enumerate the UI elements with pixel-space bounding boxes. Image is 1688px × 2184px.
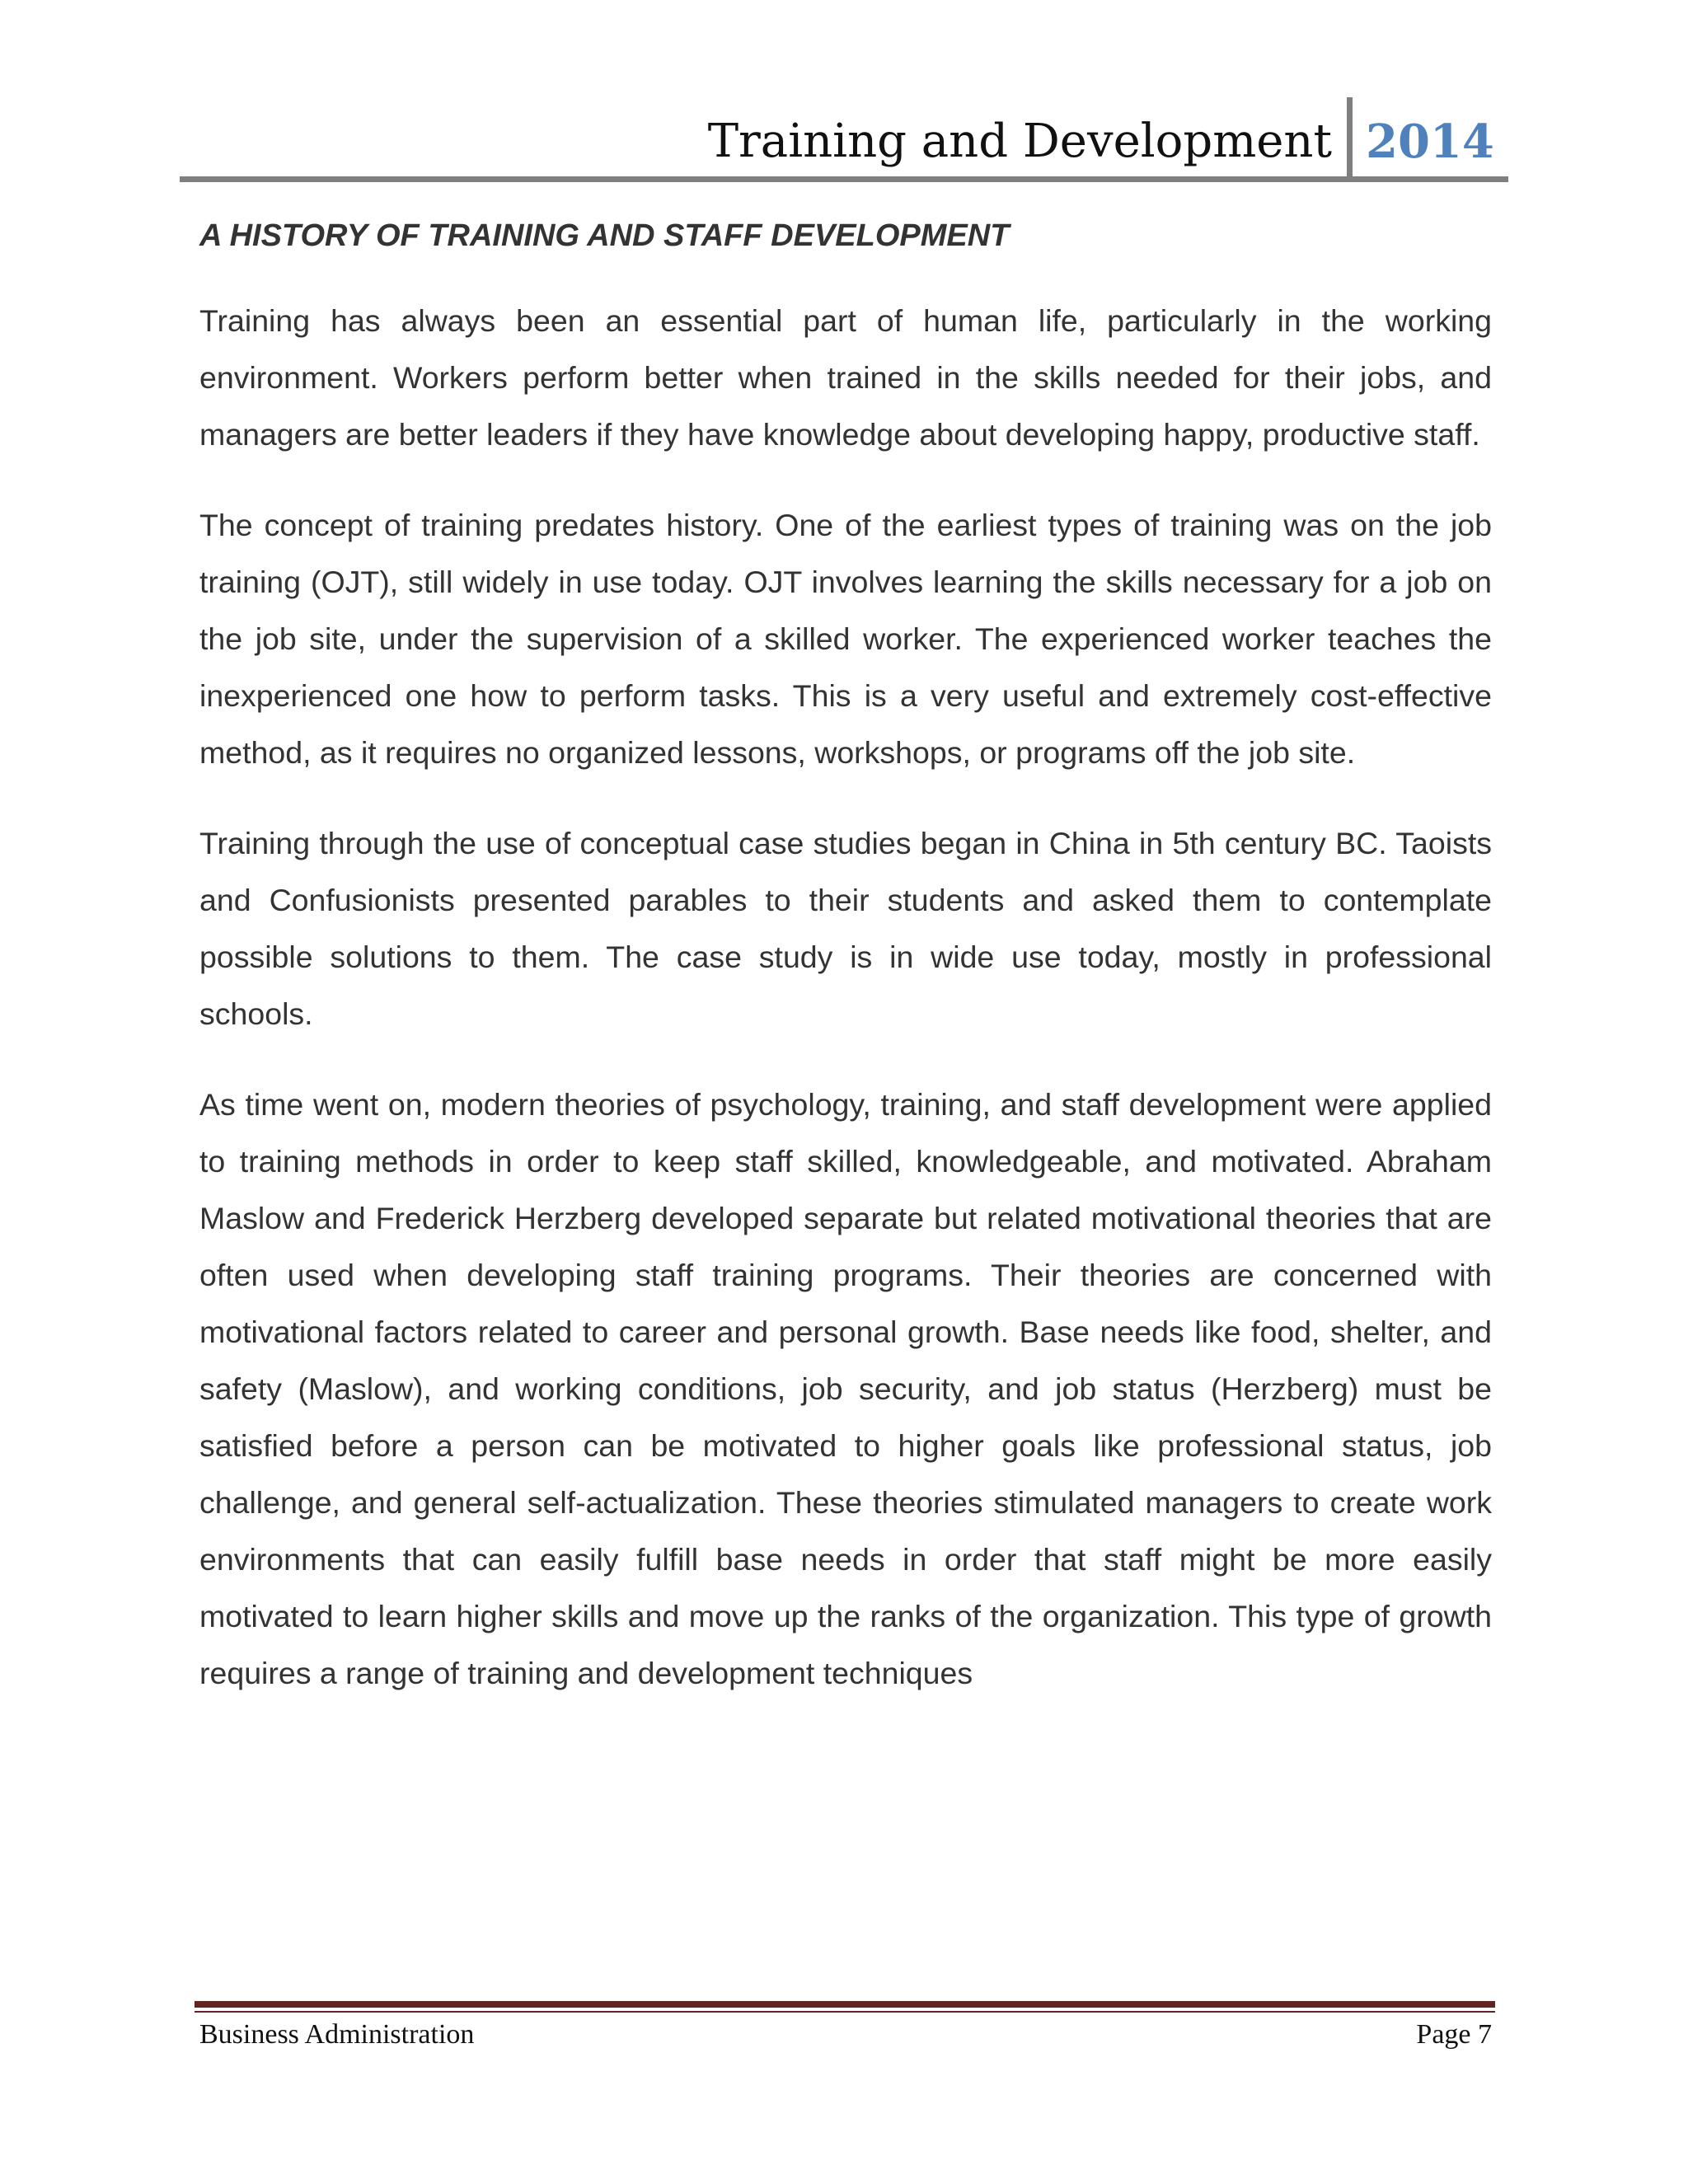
paragraph-case-studies: Training through the use of conceptual case studies began in China in 5th century BC. Taoists and Confusionists presented parables to their students and asked them to contemplate possible solutions to them. The case study is in wide use today, mostly in professional schools. xyxy=(199,826,1492,1032)
footer-rule-thick xyxy=(195,2001,1495,2008)
paragraph-intro: Training has always been an essential part of human life, particularly in the working environment. Workers perform better when trained in the skills needed for their jobs, and managers are better leaders if they have knowledge about developing happy, productive staff. xyxy=(199,303,1492,452)
section-title: A HISTORY OF TRAINING AND STAFF DEVELOPMENT xyxy=(199,218,1010,253)
header-year: 2014 xyxy=(1366,115,1494,169)
header-separator xyxy=(1347,97,1353,176)
paragraph-ojt: The concept of training predates history. One of the earliest types of training was on the job training (OJT), still widely in use today. OJT involves learning the skills necessary for a job on the job site, under the supervision of a skilled worker. The experienced worker teaches the inexperienced one how to perform tasks. This is a very useful and extremely cost-effective method, as it requires no organized lessons, workshops, or programs off the job site. xyxy=(199,508,1492,771)
page-content xyxy=(199,216,1492,1736)
footer-page-number: Page 7 xyxy=(1416,2019,1492,2050)
header-rule xyxy=(180,176,1508,182)
footer-rule-thin xyxy=(195,2011,1495,2013)
page-header xyxy=(707,97,1494,176)
footer-department: Business Administration xyxy=(199,2019,475,2050)
header-title: Training and Development xyxy=(707,115,1332,168)
paragraph-modern-theories: As time went on, modern theories of psychology, training, and staff development were applied to training methods in order to keep staff skilled, knowledgeable, and motivated. Abraham Maslow and Frederick Herzberg developed separate but related motivational theories that are often used when developing staff training programs. Their theories are concerned with motivational factors related to career and personal growth. Base needs like food, shelter, and safety (Maslow), and working conditions, job security, and job status (Herzberg) must be satisfied before a person can be motivated to higher goals like professional status, job challenge, and general self-actualization. These theories stimulated managers to create work environments that can easily fulfill base needs in order that staff might be more easily motivated to learn higher skills and move up the ranks of the organization. This type of growth requires a range of training and development techniques xyxy=(199,1087,1492,1691)
